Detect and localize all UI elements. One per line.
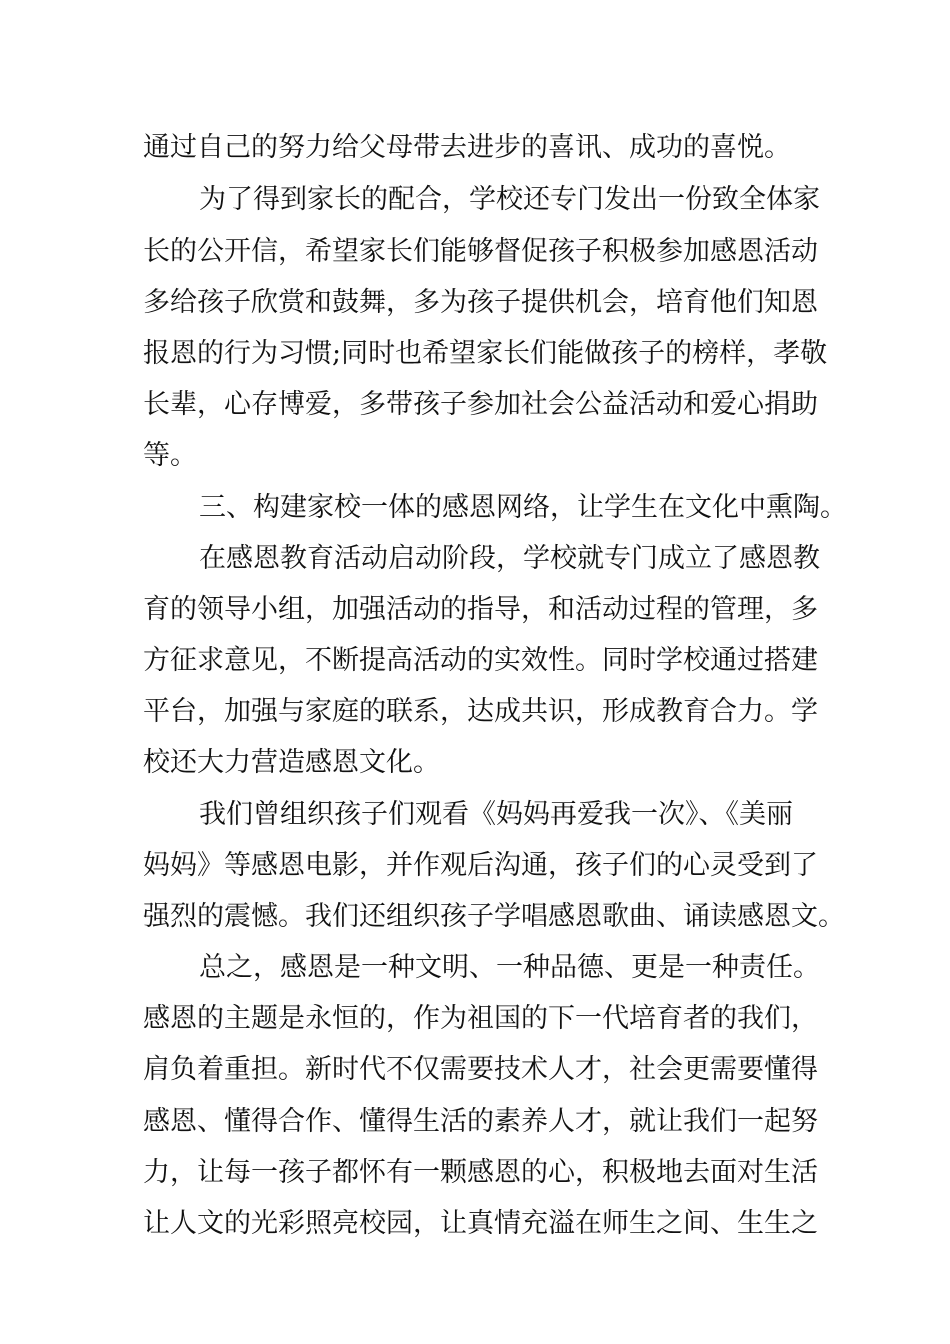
text-line: 妈妈》等感恩电影，并作观后沟通，孩子们的心灵受到了	[143, 850, 818, 881]
text-line: 平台，加强与家庭的联系，达成共识，形成教育合力。学	[143, 696, 818, 727]
text-line: 多给孩子欣赏和鼓舞，多为孩子提供机会，培育他们知恩	[143, 287, 818, 318]
text-line: 通过自己的努力给父母带去进步的喜讯、成功的喜悦。	[143, 132, 791, 163]
paragraph-first-line: 总之，感恩是一种文明、一种品德、更是一种责任。	[199, 952, 820, 983]
text-line: 力，让每一孩子都怀有一颗感恩的心，积极地去面对生活	[143, 1157, 818, 1188]
text-line: 长的公开信，希望家长们能够督促孩子积极参加感恩活动	[143, 236, 818, 267]
text-line: 让人文的光彩照亮校园，让真情充溢在师生之间、生生之	[143, 1208, 818, 1239]
text-line: 长辈，心存博爱，多带孩子参加社会公益活动和爱心捐助	[143, 389, 818, 420]
text-line: 育的领导小组，加强活动的指导，和活动过程的管理，多	[143, 594, 818, 625]
text-line: 感恩的主题是永恒的，作为祖国的下一代培育者的我们，	[143, 1003, 818, 1034]
text-line: 等。	[143, 440, 197, 471]
section-heading: 三、构建家校一体的感恩网络，让学生在文化中熏陶。	[199, 492, 847, 523]
text-line: 方征求意见，不断提高活动的实效性。同时学校通过搭建	[143, 645, 818, 676]
text-line: 肩负着重担。新时代不仅需要技术人才，社会更需要懂得	[143, 1054, 818, 1085]
paragraph-first-line: 在感恩教育活动启动阶段，学校就专门成立了感恩教	[199, 543, 820, 574]
paragraph-first-line: 我们曾组织孩子们观看《妈妈再爱我一次》、《美丽	[199, 799, 793, 830]
text-line: 强烈的震憾。我们还组织孩子学唱感恩歌曲、诵读感恩文。	[143, 901, 845, 932]
paragraph-first-line: 为了得到家长的配合，学校还专门发出一份致全体家	[199, 184, 820, 215]
text-line: 感恩、懂得合作、懂得生活的素养人才，就让我们一起努	[143, 1106, 818, 1137]
text-line: 校还大力营造感恩文化。	[143, 747, 440, 778]
text-line: 报恩的行为习惯;同时也希望家长们能做孩子的榜样，孝敬	[143, 338, 828, 369]
